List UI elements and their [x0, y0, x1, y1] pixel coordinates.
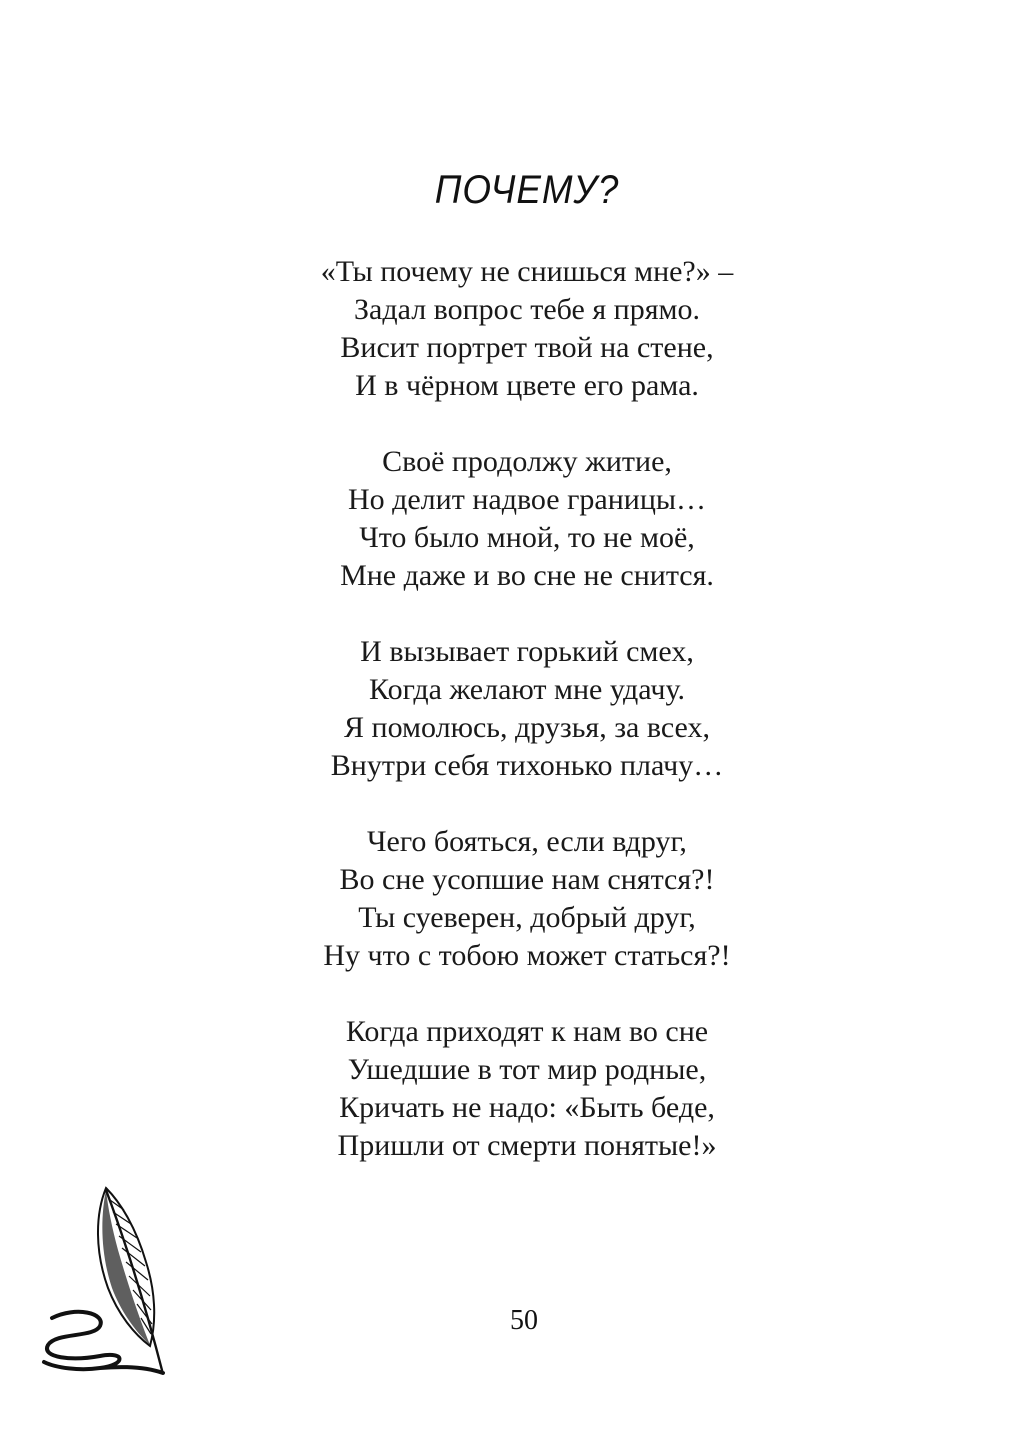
poem-line: Ушедшие в тот мир родные,	[347, 1053, 707, 1086]
poem-line: Ты суеверен, добрый друг,	[358, 901, 696, 934]
poem-line: Но делит надвое границы…	[347, 483, 707, 516]
stanza-2	[28, 443, 1026, 595]
poem-line: И вызывает горький смех,	[360, 635, 694, 668]
poem-line: Задал вопрос тебе я прямо.	[354, 293, 700, 326]
poem-line: Пришли от смерти понятые!»	[337, 1129, 717, 1162]
poem-line: Я помолюсь, друзья, за всех,	[344, 711, 710, 744]
quill-feather-icon	[0, 1170, 200, 1385]
poem-line: Что было мной, то не моё,	[359, 521, 695, 554]
poem-line: Когда приходят к нам во сне	[345, 1015, 709, 1048]
poem-line: И в чёрном цвете его рама.	[355, 369, 699, 402]
poem-line: Чего бояться, если вдруг,	[367, 825, 687, 858]
poem-line: Висит портрет твой на стене,	[340, 331, 714, 364]
stanza-3	[28, 633, 1026, 785]
stanza-1	[28, 253, 1026, 405]
poem-line: Во сне усопшие нам снятся?!	[339, 863, 715, 896]
poem-line: Своё продолжу житие,	[382, 445, 672, 478]
poem-line: Внутри себя тихонько плачу…	[330, 749, 724, 782]
poem-line: Когда желают мне удачу.	[369, 673, 685, 706]
stanza-4	[28, 823, 1026, 975]
poem-line: Мне даже и во сне не снится.	[340, 559, 714, 592]
poem-line: Кричать не надо: «Быть беде,	[339, 1091, 715, 1124]
stanza-5	[28, 1013, 1026, 1165]
poem-title: ПОЧЕМУ?	[434, 168, 620, 212]
poem-line: Ну что с тобою может статься?!	[323, 939, 731, 972]
poem-body	[28, 253, 1026, 1203]
poem-line: «Ты почему не снишься мне?» –	[320, 255, 734, 288]
page-number: 50	[510, 1305, 538, 1336]
